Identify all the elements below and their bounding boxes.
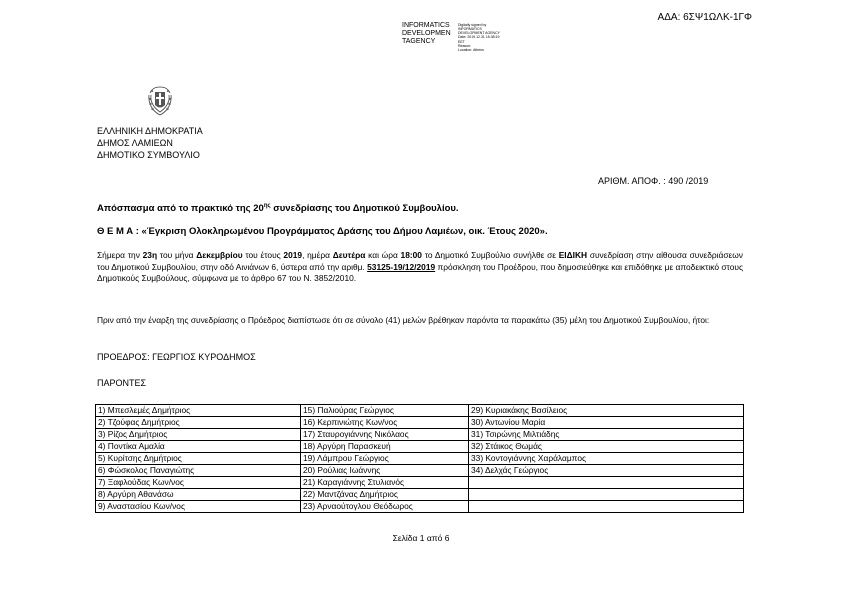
stamp-label	[402, 22, 458, 53]
extract-title-sup: ης	[263, 203, 271, 209]
text-run: Δεκεμβρίου	[196, 250, 243, 260]
stamp-label-line: TAGENCY	[402, 38, 436, 45]
member-cell: 34) Δελχάς Γεώργιος	[469, 465, 744, 477]
text-run: Δευτέρα	[332, 250, 366, 260]
table-row	[96, 417, 744, 429]
ada-code: ΑΔΑ: 6ΣΨ1ΩΛΚ-1ΓΦ	[657, 12, 752, 23]
member-cell: 2) Τζούφας Δημήτριος	[96, 417, 301, 429]
text-run: 53125-19/12/2019	[367, 261, 436, 272]
member-cell: 20) Ρούλιας Ιωάννης	[301, 465, 469, 477]
member-cell: 23) Αρναούτογλου Θεόδωρος	[301, 501, 469, 513]
text-run: , ημέρα	[302, 250, 333, 260]
text-run: 2019	[283, 250, 303, 260]
member-cell: 16) Κερπινιώτης Κων/νος	[301, 417, 469, 429]
member-cell: 17) Σταυρογιάννης Νικόλαος	[301, 429, 469, 441]
member-cell: 18) Αργύρη Παρασκευή	[301, 441, 469, 453]
text-run: ΕΙΔΙΚΗ	[558, 250, 588, 260]
member-cell: 4) Ποντίκα Αμαλία	[96, 441, 301, 453]
text-run: 23η	[142, 250, 158, 260]
table-row	[96, 465, 744, 477]
stamp-detail-line: Digitally signed by	[458, 22, 487, 27]
header-line: ΔΗΜΟΤΙΚΟ ΣΥΜΒΟΥΛΙΟ	[97, 150, 200, 160]
table-row	[96, 405, 744, 417]
text-run: το Δημοτικό Συμβούλιο συνήλθε σε	[421, 250, 559, 260]
attendance-paragraph: Πριν από την έναρξη της συνεδρίασης ο Πρόεδρος διαπίστωσε ότι σε σύνολο (41) μελών βρέθηκαν παρόντα τα παρακάτω (35) μέλη του Δημοτικού Συμβουλίου, ήτοι:	[97, 315, 710, 325]
subject-text: «Έγκριση Ολοκληρωμένου Προγράμματος Δράσης του Δήμου Λαμιέων, οικ. Έτους 2020».	[141, 226, 548, 237]
text-run: Σήμερα την	[97, 250, 143, 260]
member-cell: 31) Τσιρώνης Μιλτιάδης	[469, 429, 744, 441]
stamp-detail-line: INFORMATICS	[458, 26, 482, 31]
member-cell: 30) Αντωνίου Μαρία	[469, 417, 744, 429]
member-cell: 21) Καραγιάννης Στυλιανός	[301, 477, 469, 489]
member-cell: 6) Φώσκολος Παναγιώτης	[96, 465, 301, 477]
text-run: του μήνα	[157, 250, 197, 260]
session-paragraph	[97, 250, 743, 285]
member-cell: 22) Μαντζάνας Δημήτριος	[301, 489, 469, 501]
header-line: ΕΛΛΗΝΙΚΗ ΔΗΜΟΚΡΑΤΙΑ	[97, 126, 203, 136]
extract-title-text: συνεδρίασης του Δημοτικού Συμβουλίου.	[270, 203, 459, 215]
member-cell: 33) Κοντογιάννης Χαράλαμπος	[469, 453, 744, 465]
table-row	[96, 453, 744, 465]
present-members-table	[95, 404, 744, 513]
header-line: ΔΗΜΟΣ ΛΑΜΙΕΩΝ	[97, 138, 173, 148]
stamp-detail-line: Reason:	[458, 43, 472, 48]
subject-label: Θ Ε Μ Α :	[97, 226, 142, 237]
stamp-label-line: DEVELOPMEN	[402, 30, 451, 37]
member-cell: 5) Κυρίτσης Δημήτριος	[96, 453, 301, 465]
stamp-detail-line: Date: 2019.12.31 15:38:19	[458, 35, 500, 40]
stamp-detail-line: Location: Athens	[458, 48, 484, 53]
stamp-detail-line: DEVELOPMENT AGENCY	[458, 31, 500, 36]
member-cell: 32) Στάικος Θωμάς	[469, 441, 744, 453]
table-row	[96, 489, 744, 501]
member-cell: 19) Λάμπρου Γεώργιος	[301, 453, 469, 465]
stamp-detail-line: EET	[458, 39, 465, 44]
member-cell	[469, 501, 744, 513]
text-run: του έτους	[242, 250, 284, 260]
page-number: Σελίδα 1 από 6	[392, 533, 450, 543]
stamp-details	[458, 22, 500, 53]
text-run: 18:00	[400, 250, 422, 260]
text-run: συνεδρίαση στην αίθουσα συνεδριάσεων του Δημοτικού Συμβουλίου, στην οδό Αινιάνων 6, ύστερα από την αριθμ.	[97, 250, 743, 272]
present-members-title: ΠΑΡΟΝΤΕΣ	[97, 378, 147, 388]
text-run: και ώρα	[365, 250, 401, 260]
member-cell: 8) Αργύρη Αθανάσω	[96, 489, 301, 501]
table-row	[96, 441, 744, 453]
president-line: ΠΡΟΕΔΡΟΣ: ΓΕΩΡΓΙΟΣ ΚΥΡΟΔΗΜΟΣ	[97, 352, 256, 362]
greek-coat-of-arms-icon	[146, 85, 174, 117]
member-cell	[469, 489, 744, 501]
member-cell: 15) Παλιούρας Γεώργιος	[301, 405, 469, 417]
table-row	[96, 429, 744, 441]
text-run: πρόσκληση του Προέδρου, που δημοσιεύθηκε και επιδόθηκε με αποδεικτικό στους Δημοτικούς Συμβούλους, σύμφωνα με το άρθρο 67 του Ν. 3852/2010.	[97, 261, 743, 283]
member-cell: 29) Κυριακάκης Βασίλειος	[469, 405, 744, 417]
subject-line	[97, 226, 548, 237]
member-cell: 7) Ξαφλούδας Κων/νος	[96, 477, 301, 489]
extract-title-text: Απόσπασμα από το πρακτικό της 20	[97, 203, 264, 215]
member-cell: 9) Αναστασίου Κων/νος	[96, 501, 301, 513]
decision-number: ΑΡΙΘΜ. ΑΠΟΦ. : 490 /2019	[598, 176, 709, 186]
member-cell	[469, 477, 744, 489]
stamp-label-line: INFORMATICS	[402, 22, 450, 29]
member-cell: 1) Μπεσλεμές Δημήτριος	[96, 405, 301, 417]
extract-title	[97, 203, 459, 214]
table-row	[96, 477, 744, 489]
municipality-header	[97, 125, 203, 161]
member-cell: 3) Ρίζος Δημήτριος	[96, 429, 301, 441]
table-row	[96, 501, 744, 513]
digital-signature-stamp	[402, 22, 500, 53]
